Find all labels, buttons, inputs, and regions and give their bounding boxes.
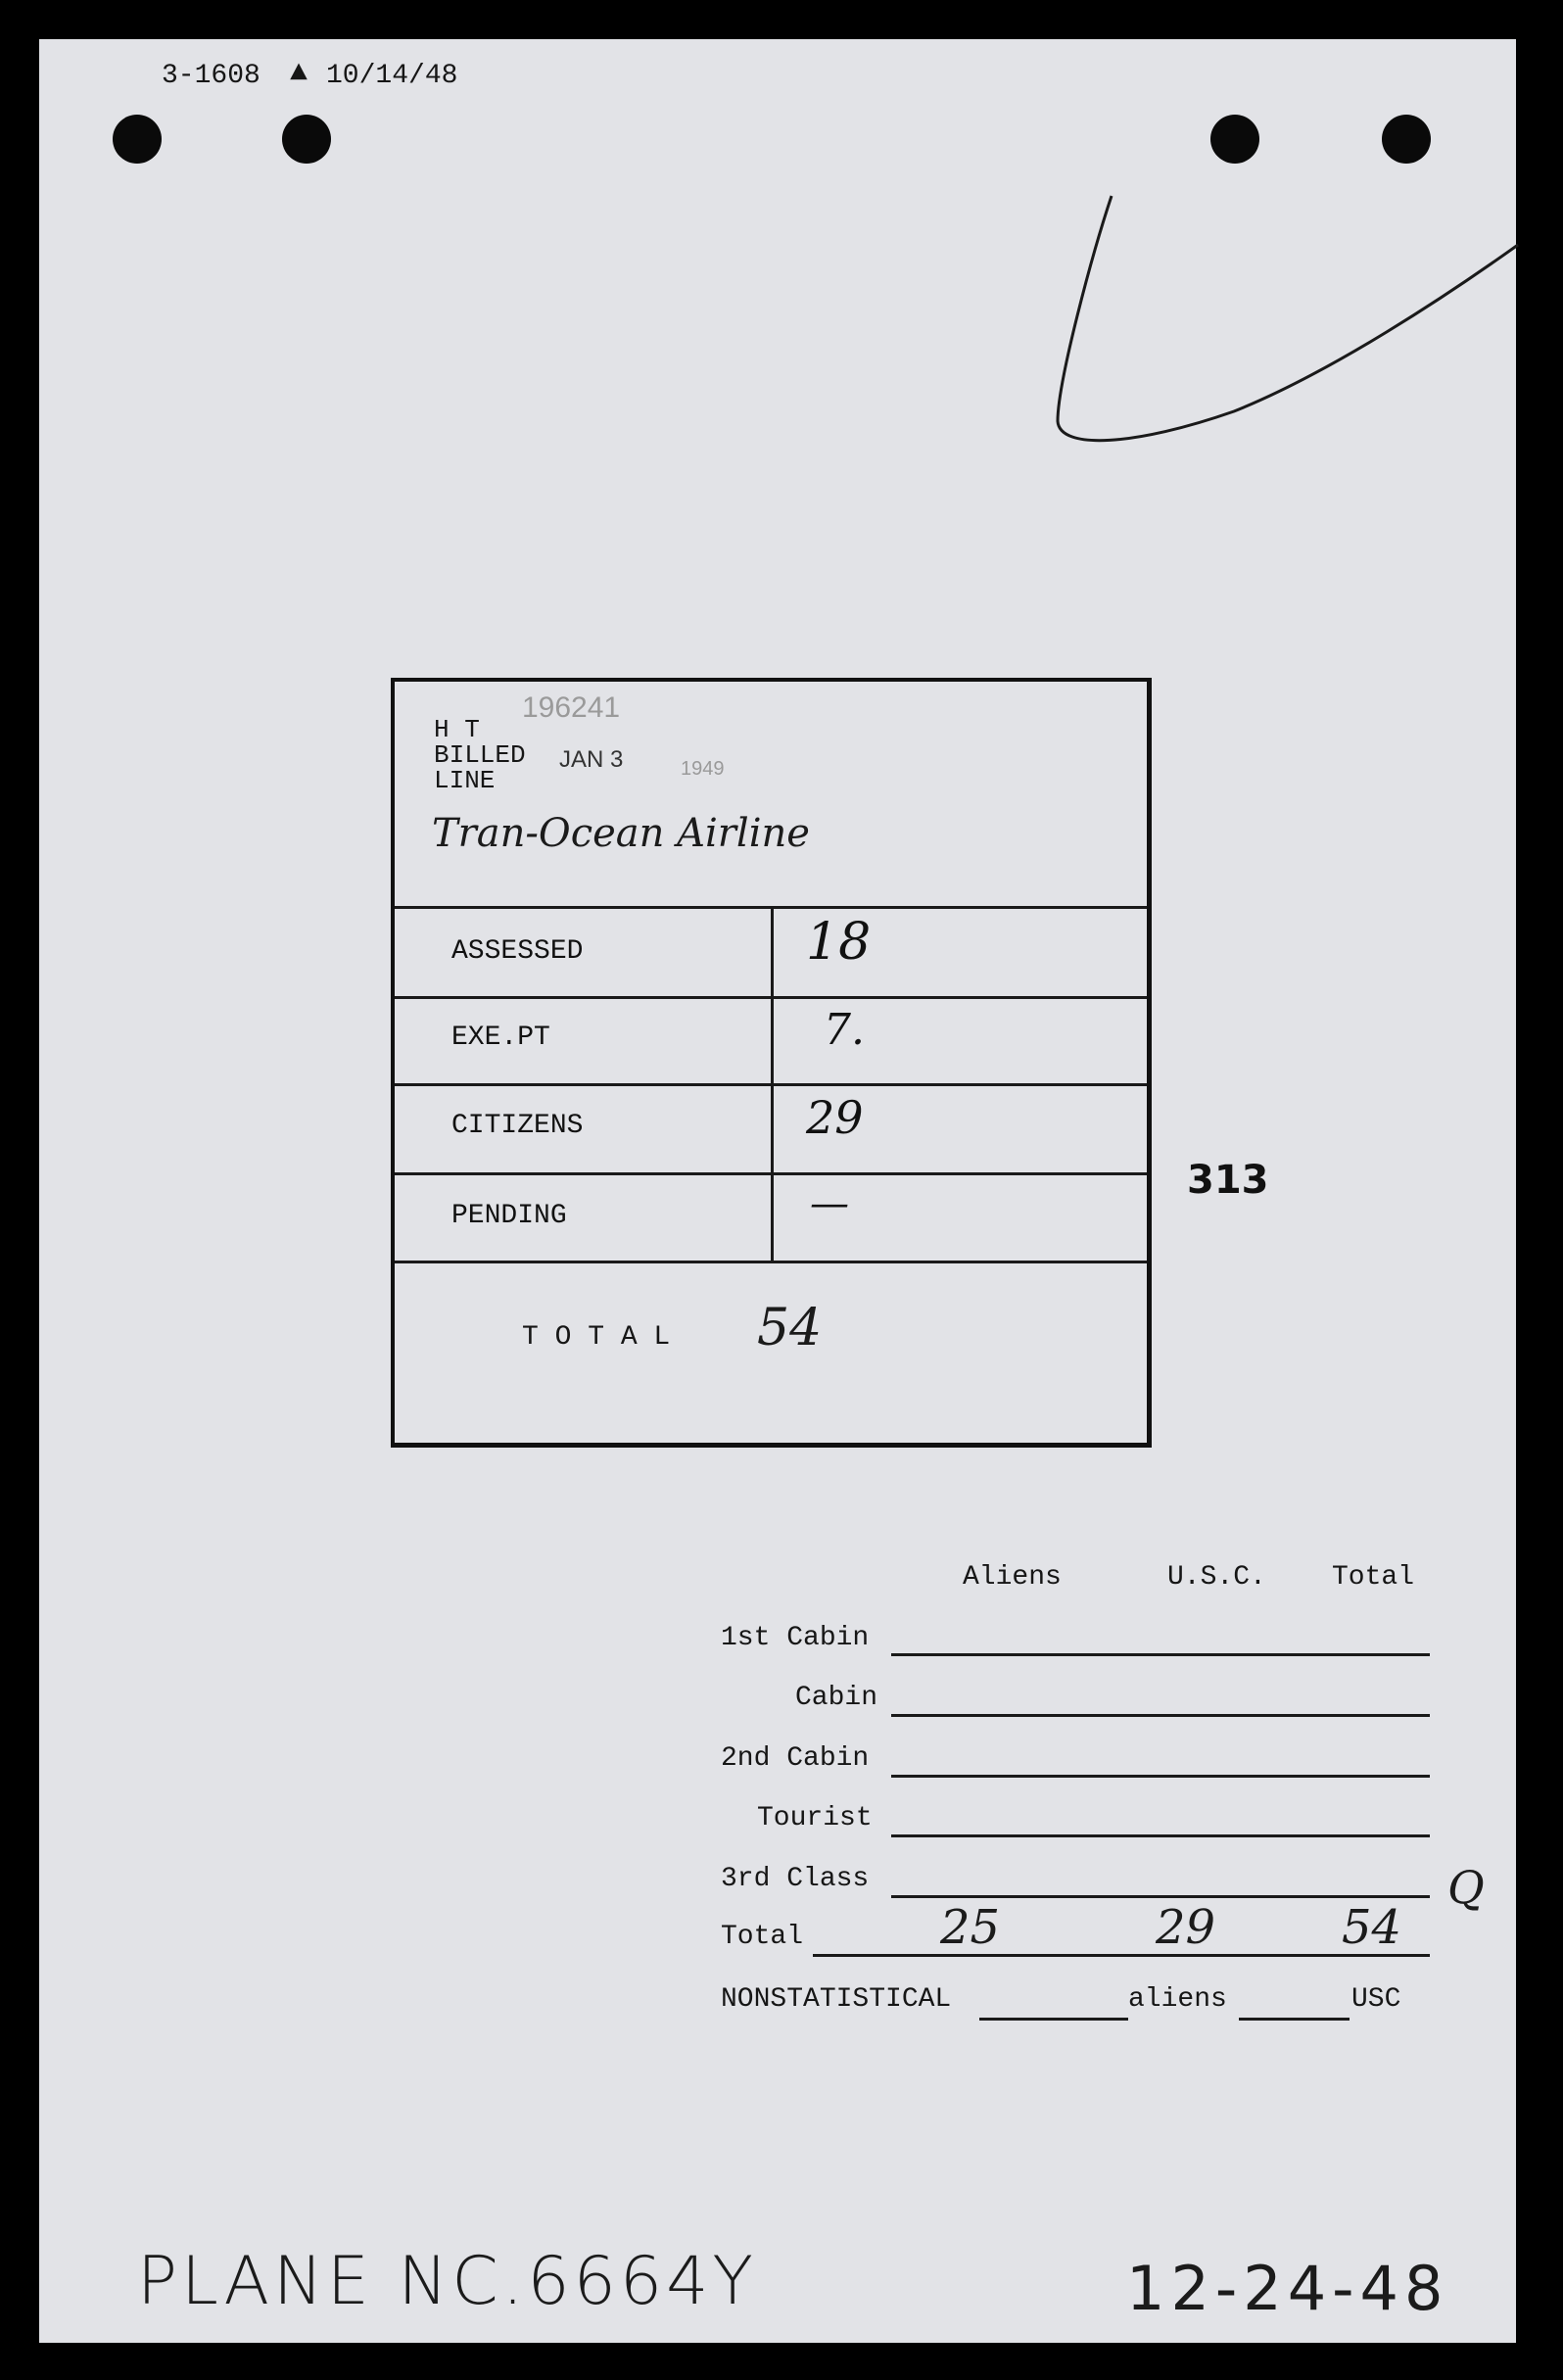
assessed-value: 18	[806, 913, 872, 972]
dash-mark: ▲	[290, 57, 308, 90]
stamp-date: JAN 3	[559, 746, 624, 773]
stamp-year: 1949	[681, 758, 725, 780]
nonstat-aliens-label: aliens	[1128, 1984, 1227, 2015]
ledger-line	[891, 1714, 1430, 1717]
ledger-line	[979, 2018, 1128, 2021]
airline-name: Tran-Ocean Airline	[432, 811, 810, 856]
row-divider	[395, 1261, 1147, 1263]
ledger-line	[891, 1834, 1430, 1837]
assessed-label: ASSESSED	[451, 936, 584, 967]
column-divider	[771, 906, 774, 1261]
total-value: 54	[757, 1299, 823, 1357]
citizens-value: 29	[806, 1091, 864, 1144]
ledger-line	[891, 1653, 1430, 1656]
header-date: 10/14/48	[326, 61, 458, 91]
ledger-row-label: 2nd Cabin	[721, 1743, 870, 1774]
plane-number: PLANE NC.6664Y	[137, 2243, 757, 2320]
total-mark: Q	[1447, 1861, 1485, 1914]
pending-value: —	[810, 1181, 849, 1226]
punch-hole	[1210, 115, 1259, 164]
footer-date: 12-24-48	[1126, 2253, 1449, 2324]
total-total-value: 54	[1342, 1900, 1402, 1955]
ledger-line	[813, 1954, 1430, 1957]
punch-hole	[113, 115, 162, 164]
punch-hole	[1382, 115, 1431, 164]
total-header: Total	[1332, 1562, 1415, 1593]
nonstat-usc-label: USC	[1351, 1984, 1401, 2015]
ledger-line	[891, 1895, 1430, 1898]
ht-label: H T	[434, 715, 480, 744]
nonstat-label: NONSTATISTICAL	[721, 1984, 952, 2015]
exempt-label: EXE.PT	[451, 1023, 550, 1053]
billing-box	[391, 678, 1152, 1448]
billed-label: BILLED	[434, 740, 526, 770]
total-aliens-value: 25	[940, 1900, 1001, 1955]
pending-label: PENDING	[451, 1201, 567, 1231]
total-usc-value: 29	[1156, 1900, 1216, 1955]
punch-hole	[282, 115, 331, 164]
ledger-row-label: Tourist	[757, 1803, 873, 1833]
line-label: LINE	[434, 766, 496, 795]
ledger-total-label: Total	[721, 1922, 804, 1952]
citizens-label: CITIZENS	[451, 1111, 584, 1141]
form-code: 3-1608	[162, 61, 260, 91]
ledger-row-label: 3rd Class	[721, 1864, 870, 1894]
stamp-number: 196241	[522, 691, 621, 724]
total-label: T O T A L	[522, 1322, 671, 1353]
ledger-line	[891, 1775, 1430, 1778]
aliens-header: Aliens	[963, 1562, 1062, 1593]
side-number: 313	[1187, 1158, 1269, 1203]
ledger-line	[1239, 2018, 1350, 2021]
usc-header: U.S.C.	[1167, 1562, 1266, 1593]
ledger-row-label: 1st Cabin	[721, 1623, 870, 1653]
ledger-row-label: Cabin	[795, 1683, 878, 1713]
exempt-value: 7.	[824, 1005, 865, 1055]
check-mark-icon	[1038, 186, 1528, 460]
